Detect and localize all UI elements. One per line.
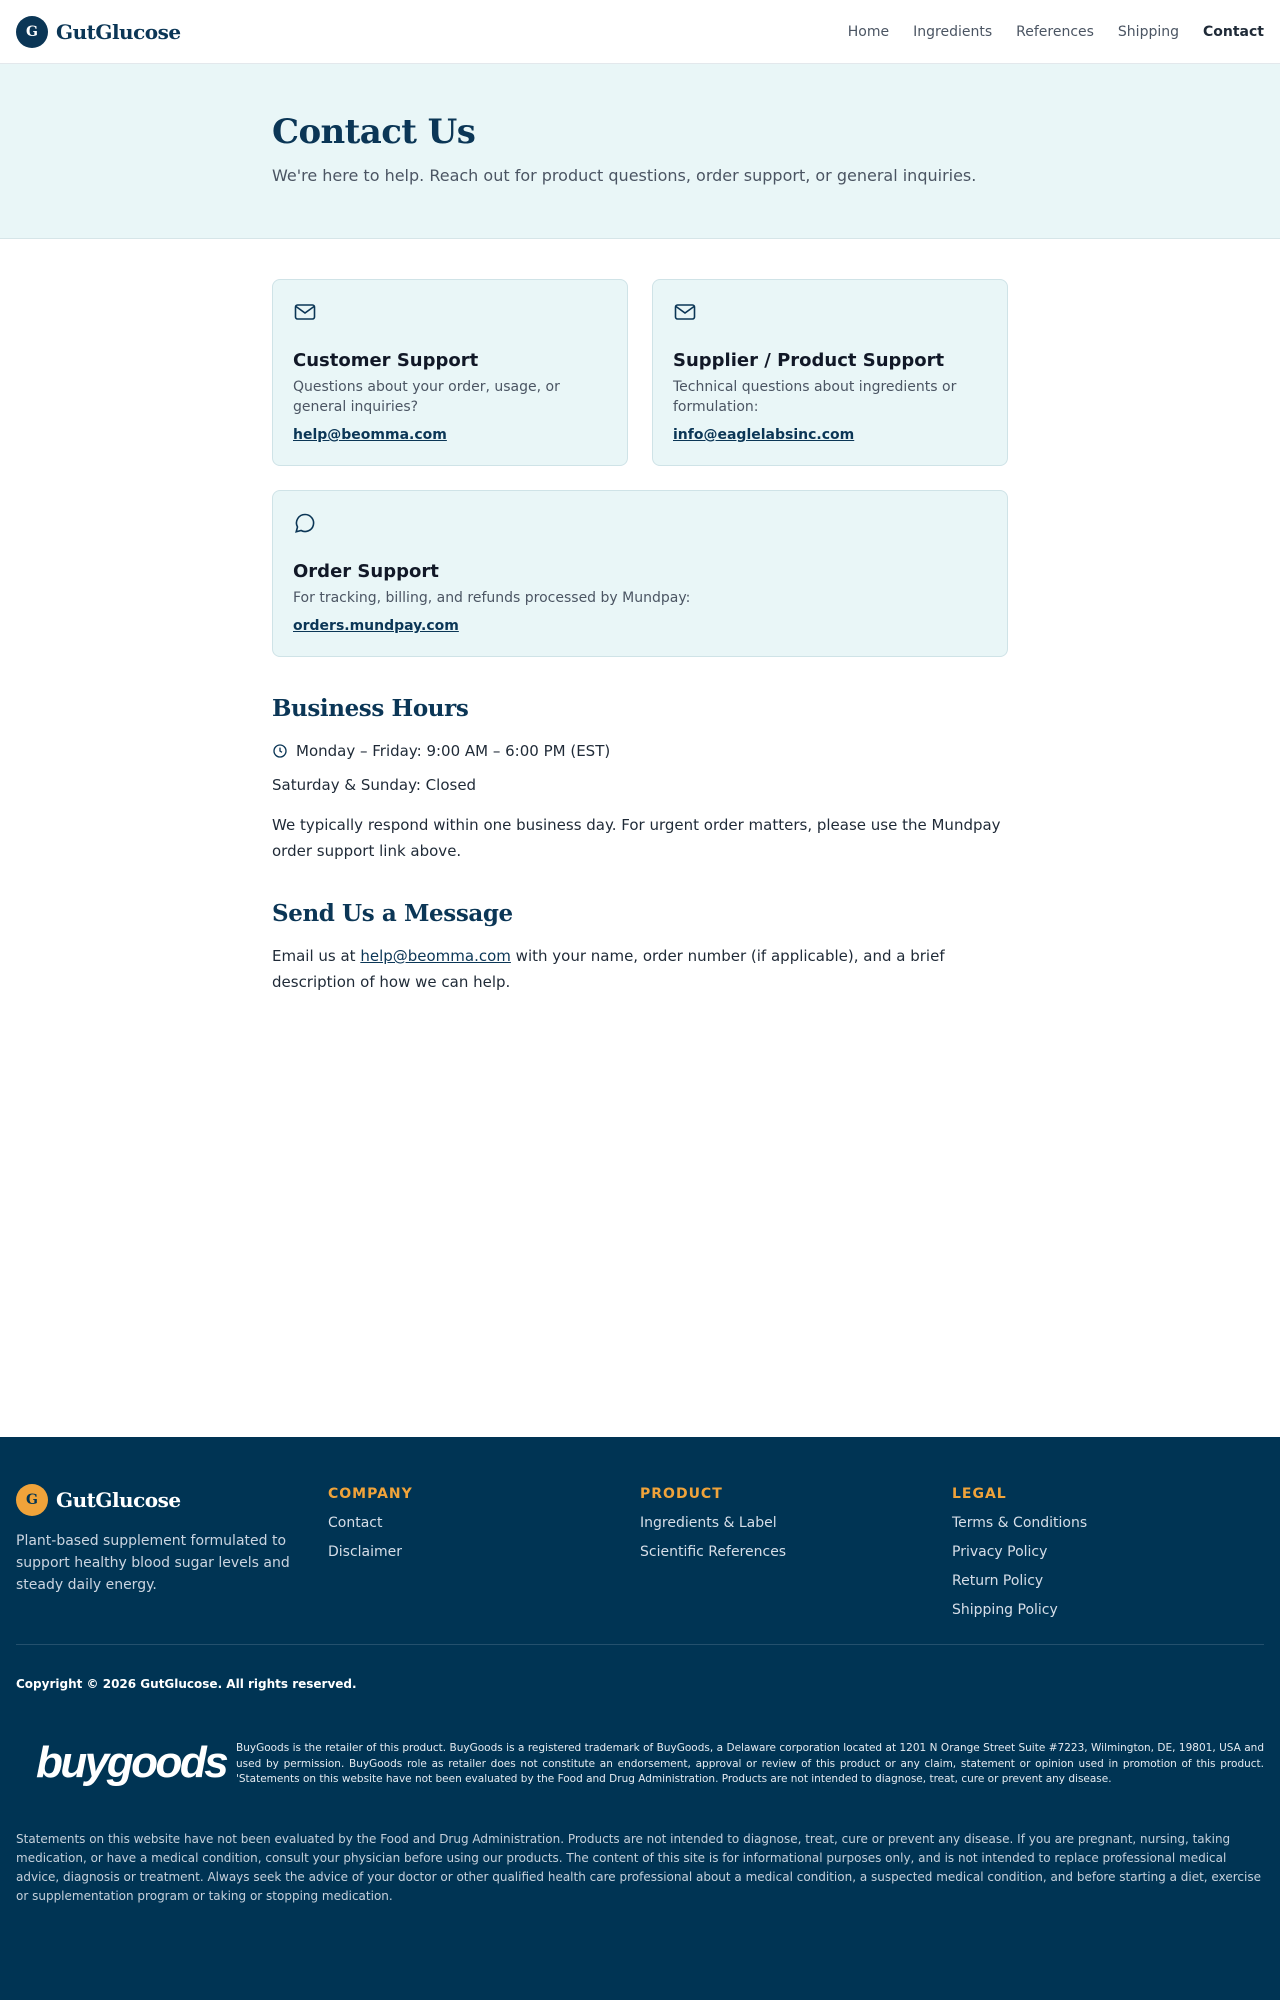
customer-support-card	[272, 279, 628, 466]
business-hours-heading: Business Hours	[272, 695, 469, 722]
footer-link-references[interactable]: Scientific References	[640, 1544, 787, 1560]
footer-brand-name: GutGlucose	[56, 1488, 181, 1512]
footer-brand-column	[16, 1484, 328, 1618]
footer-column-heading: COMPANY	[328, 1486, 413, 1502]
card-title: Supplier / Product Support	[673, 350, 945, 371]
footer-divider	[16, 1644, 1264, 1645]
main-content	[272, 239, 1008, 995]
business-hours-section	[272, 695, 1008, 864]
clock-icon	[272, 743, 288, 759]
supplier-support-email-link[interactable]: info@eaglelabsinc.com	[673, 427, 855, 443]
footer-link-contact[interactable]: Contact	[328, 1515, 383, 1531]
message-instructions	[272, 943, 1008, 995]
buygoods-text: BuyGoods is the retailer of this product. BuyGoods is a registered trademark of BuyGoods, a Delaware corporation located at 1201 N Orange Street Suite #7223, Wilmington, DE, 19801, USA and used by permission. BuyGoods role as retailer does not constitute an endorsement, approval or review of this product or any claim, statement or opinion used in promotion of this product. 'Statements on this website have not been evaluated by the Food and Drug Administration. Products are not intended to diagnose, treat, cure or prevent any disease.	[236, 1742, 1264, 1785]
page-title: Contact Us	[272, 112, 476, 152]
message-suffix: with your name, order number (if applicable), and a brief description of how we can help.	[272, 947, 945, 991]
footer-product-column	[640, 1484, 952, 1618]
footer-tagline: Plant-based supplement formulated to support healthy blood sugar levels and steady daily energy.	[16, 1533, 290, 1593]
card-description: Technical questions about ingredients or formulation:	[673, 379, 957, 415]
footer-legal-column	[952, 1484, 1264, 1618]
send-message-heading: Send Us a Message	[272, 900, 513, 927]
brand-logo-link[interactable]	[16, 16, 181, 48]
main-nav	[848, 24, 1264, 40]
card-description: Questions about your order, usage, or general inquiries?	[293, 379, 560, 415]
footer-link-shipping[interactable]: Shipping Policy	[952, 1602, 1058, 1618]
logo-badge: G	[16, 16, 48, 48]
site-footer	[0, 1437, 1280, 2000]
site-header	[0, 0, 1280, 64]
order-support-card	[272, 490, 1008, 657]
weekday-hours: Monday – Friday: 9:00 AM – 6:00 PM (EST)	[296, 742, 611, 760]
footer-column-heading: LEGAL	[952, 1486, 1007, 1502]
copyright: Copyright © 2026 GutGlucose. All rights reserved.	[16, 1677, 357, 1691]
card-title: Order Support	[293, 561, 439, 582]
response-note: We typically respond within one business day. For urgent order matters, please use the Mundpay order support link above.	[272, 816, 1001, 860]
order-support-link[interactable]: orders.mundpay.com	[293, 618, 459, 634]
supplier-support-card	[652, 279, 1008, 466]
card-description: For tracking, billing, and refunds processed by Mundpay:	[293, 590, 691, 606]
chat-bubble-icon	[293, 511, 317, 535]
card-title: Customer Support	[293, 350, 479, 371]
footer-column-heading: PRODUCT	[640, 1486, 723, 1502]
customer-support-email-link[interactable]: help@beomma.com	[293, 427, 447, 443]
footer-logo-badge: G	[16, 1484, 48, 1516]
nav-shipping[interactable]: Shipping	[1117, 23, 1179, 40]
weekend-hours: Saturday & Sunday: Closed	[272, 776, 477, 794]
nav-contact[interactable]: Contact	[1203, 23, 1264, 40]
footer-link-privacy[interactable]: Privacy Policy	[952, 1544, 1048, 1560]
fda-disclaimer: Statements on this website have not been evaluated by the Food and Drug Administration. Products are not intended to diagnose, treat, cure or prevent any disease. If you are pregnant, nursing, taking medication, or have a medical condition, consult your physician before using our products. The content of this site is for informational purposes only, and is not intended to replace professional medical advice, diagnosis or treatment. Always seek the advice of your doctor or other qualified health care professional about a medical condition, a suspected medical condition, and before starting a diet, exercise or supplementation program or taking or stopping medication.	[16, 1831, 1261, 1903]
message-prefix: Email us at	[272, 947, 361, 965]
footer-link-ingredients[interactable]: Ingredients & Label	[640, 1515, 777, 1531]
nav-ingredients[interactable]: Ingredients	[913, 23, 993, 40]
message-email-link[interactable]: help@beomma.com	[360, 947, 511, 965]
footer-link-terms[interactable]: Terms & Conditions	[952, 1515, 1088, 1531]
footer-company-column	[328, 1484, 640, 1618]
footer-link-disclaimer[interactable]: Disclaimer	[328, 1544, 403, 1560]
footer-link-returns[interactable]: Return Policy	[952, 1573, 1044, 1589]
mail-icon	[673, 300, 697, 324]
brand-name: GutGlucose	[56, 19, 181, 44]
buygoods-notice	[16, 1738, 1264, 1788]
send-message-section	[272, 900, 1008, 995]
nav-references[interactable]: References	[1016, 23, 1094, 40]
nav-home[interactable]: Home	[847, 23, 890, 40]
buygoods-logo: buygoods	[36, 1738, 227, 1787]
hero-banner	[0, 64, 1280, 239]
page-subtitle: We're here to help. Reach out for product questions, order support, or general inquiries.	[272, 166, 977, 185]
mail-icon	[293, 300, 317, 324]
